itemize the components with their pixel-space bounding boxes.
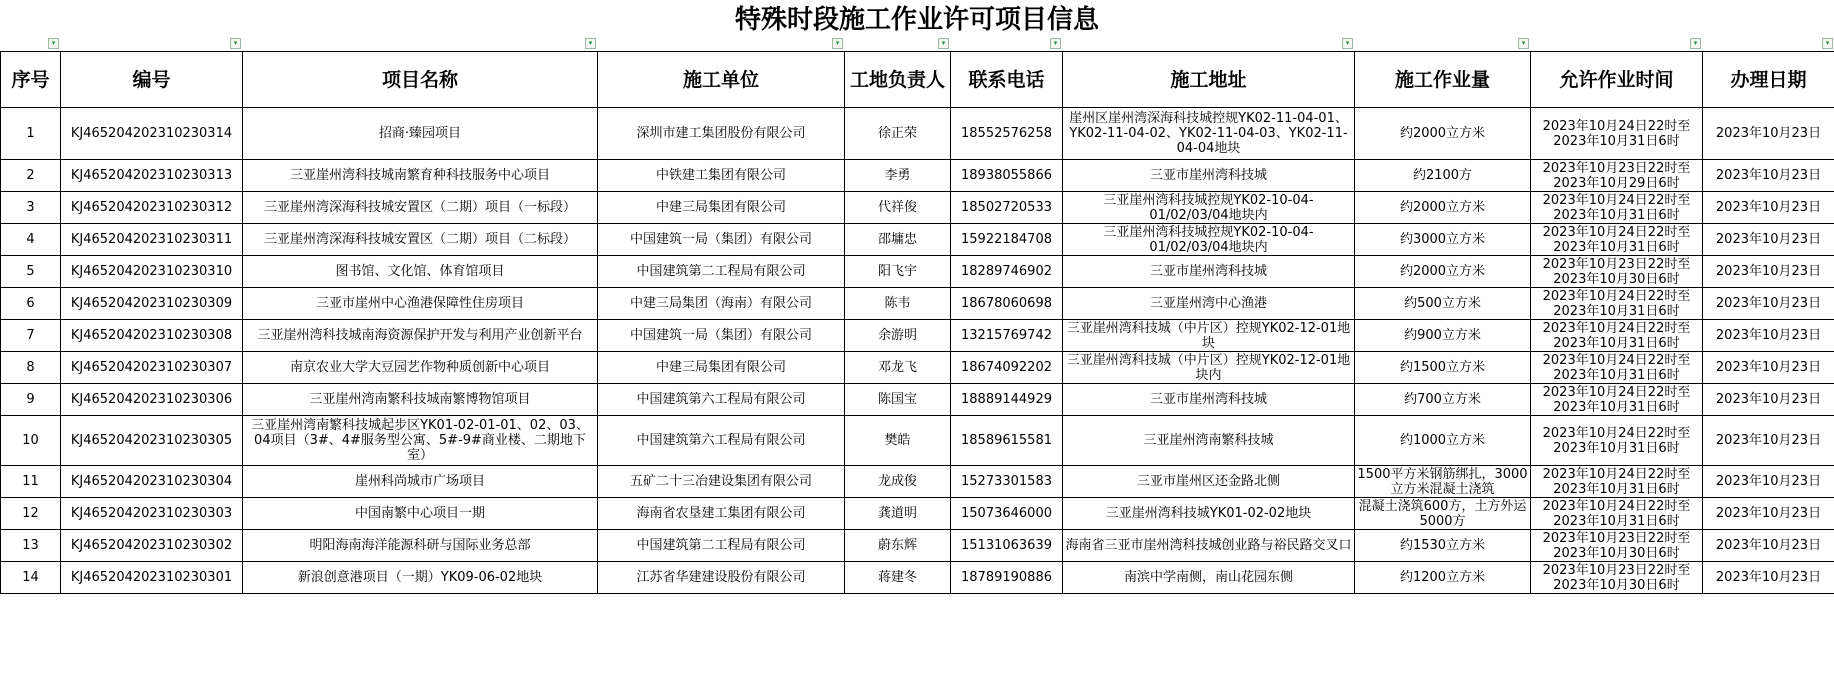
cell-contractor[interactable]: 海南省农垦建工集团有限公司 [598, 498, 845, 530]
cell-allowed-time[interactable]: 2023年10月24日22时至2023年10月31日6时 [1531, 288, 1703, 320]
table-row [1, 320, 1834, 352]
cell-project-name[interactable]: 三亚崖州湾深海科技城安置区（二期）项目（二标段） [243, 224, 598, 256]
cell-phone[interactable]: 18289746902 [951, 256, 1063, 288]
cell-site-manager[interactable]: 余游明 [845, 320, 951, 352]
cell-project-name[interactable]: 南京农业大学大豆园艺作物种质创新中心项目 [243, 352, 598, 384]
cell-allowed-time[interactable]: 2023年10月23日22时至2023年10月30日6时 [1531, 530, 1703, 562]
filter-dropdown-icon[interactable]: ▾ [1518, 38, 1529, 49]
cell-contractor[interactable]: 中国建筑一局（集团）有限公司 [598, 224, 845, 256]
cell-workload[interactable]: 约500立方米 [1355, 288, 1531, 320]
cell-project-name[interactable]: 三亚崖州湾科技城南海资源保护开发与利用产业创新平台 [243, 320, 598, 352]
column-header-contractor: 施工单位 [598, 52, 845, 108]
filter-dropdown-icon[interactable]: ▾ [585, 38, 596, 49]
cell-code[interactable]: KJ465204202310230302 [61, 530, 243, 562]
cell-project-name[interactable]: 崖州科尚城市广场项目 [243, 466, 598, 498]
cell-allowed-time[interactable]: 2023年10月23日22时至2023年10月30日6时 [1531, 562, 1703, 594]
cell-allowed-time[interactable]: 2023年10月24日22时至2023年10月31日6时 [1531, 320, 1703, 352]
cell-project-name[interactable]: 三亚崖州湾科技城南繁育种科技服务中心项目 [243, 160, 598, 192]
cell-workload[interactable]: 约1000立方米 [1355, 416, 1531, 466]
cell-address[interactable]: 三亚市崖州湾科技城 [1063, 384, 1355, 416]
cell-phone[interactable]: 18789190886 [951, 562, 1063, 594]
cell-seq[interactable]: 9 [1, 384, 61, 416]
cell-project-name[interactable]: 中国南繁中心项目一期 [243, 498, 598, 530]
cell-contractor[interactable]: 中国建筑第六工程局有限公司 [598, 384, 845, 416]
cell-site-manager[interactable]: 樊皓 [845, 416, 951, 466]
cell-site-manager[interactable]: 李勇 [845, 160, 951, 192]
cell-site-manager[interactable]: 龚道明 [845, 498, 951, 530]
cell-handling-date[interactable]: 2023年10月23日 [1703, 160, 1834, 192]
cell-code[interactable]: KJ465204202310230308 [61, 320, 243, 352]
cell-code[interactable]: KJ465204202310230312 [61, 192, 243, 224]
cell-workload[interactable]: 混凝土浇筑600方，土方外运5000方 [1355, 498, 1531, 530]
filter-dropdown-icon[interactable]: ▾ [48, 38, 59, 49]
table-body [1, 108, 1834, 594]
cell-site-manager[interactable]: 邓龙飞 [845, 352, 951, 384]
cell-handling-date[interactable]: 2023年10月23日 [1703, 498, 1834, 530]
cell-handling-date[interactable]: 2023年10月23日 [1703, 530, 1834, 562]
cell-workload[interactable]: 约2000立方米 [1355, 108, 1531, 160]
cell-contractor[interactable]: 中国建筑第二工程局有限公司 [598, 530, 845, 562]
cell-code[interactable]: KJ465204202310230310 [61, 256, 243, 288]
table-row [1, 160, 1834, 192]
autofilter-row [0, 38, 1834, 51]
cell-address[interactable]: 三亚崖州湾中心渔港 [1063, 288, 1355, 320]
cell-contractor[interactable]: 五矿二十三冶建设集团有限公司 [598, 466, 845, 498]
cell-code[interactable]: KJ465204202310230314 [61, 108, 243, 160]
cell-code[interactable]: KJ465204202310230304 [61, 466, 243, 498]
column-header-project-name: 项目名称 [243, 52, 598, 108]
table-row [1, 562, 1834, 594]
cell-handling-date[interactable]: 2023年10月23日 [1703, 384, 1834, 416]
cell-contractor[interactable]: 中国建筑一局（集团）有限公司 [598, 320, 845, 352]
cell-seq[interactable]: 14 [1, 562, 61, 594]
cell-contractor[interactable]: 江苏省华建建设股份有限公司 [598, 562, 845, 594]
filter-dropdown-icon[interactable]: ▾ [230, 38, 241, 49]
cell-project-name[interactable]: 三亚崖州湾南繁科技城南繁博物馆项目 [243, 384, 598, 416]
column-header-allowed-time: 允许作业时间 [1531, 52, 1703, 108]
cell-allowed-time[interactable]: 2023年10月24日22时至2023年10月31日6时 [1531, 224, 1703, 256]
cell-allowed-time[interactable]: 2023年10月24日22时至2023年10月31日6时 [1531, 466, 1703, 498]
cell-address[interactable]: 三亚市崖州区还金路北侧 [1063, 466, 1355, 498]
cell-site-manager[interactable]: 龙成俊 [845, 466, 951, 498]
cell-workload[interactable]: 约2000立方米 [1355, 256, 1531, 288]
cell-phone[interactable]: 15131063639 [951, 530, 1063, 562]
cell-address[interactable]: 三亚崖州湾科技城YK01-02-02地块 [1063, 498, 1355, 530]
cell-site-manager[interactable]: 陈国宝 [845, 384, 951, 416]
cell-allowed-time[interactable]: 2023年10月24日22时至2023年10月31日6时 [1531, 498, 1703, 530]
cell-allowed-time[interactable]: 2023年10月24日22时至2023年10月31日6时 [1531, 108, 1703, 160]
cell-project-name[interactable]: 招商·臻园项目 [243, 108, 598, 160]
table-row [1, 530, 1834, 562]
filter-dropdown-icon[interactable]: ▾ [938, 38, 949, 49]
cell-code[interactable]: KJ465204202310230303 [61, 498, 243, 530]
column-header-workload: 施工作业量 [1355, 52, 1531, 108]
column-header-site-manager: 工地负责人 [845, 52, 951, 108]
cell-seq[interactable]: 10 [1, 416, 61, 466]
cell-seq[interactable]: 13 [1, 530, 61, 562]
cell-seq[interactable]: 5 [1, 256, 61, 288]
cell-handling-date[interactable]: 2023年10月23日 [1703, 320, 1834, 352]
cell-handling-date[interactable]: 2023年10月23日 [1703, 224, 1834, 256]
column-header-seq: 序号 [1, 52, 61, 108]
cell-address[interactable]: 三亚崖州湾科技城（中片区）控规YK02-12-01地块 [1063, 320, 1355, 352]
cell-address[interactable]: 三亚崖州湾科技城（中片区）控规YK02-12-01地块内 [1063, 352, 1355, 384]
cell-seq[interactable]: 4 [1, 224, 61, 256]
cell-site-manager[interactable]: 代祥俊 [845, 192, 951, 224]
table-row [1, 416, 1834, 466]
cell-seq[interactable]: 8 [1, 352, 61, 384]
filter-dropdown-icon[interactable]: ▾ [1050, 38, 1061, 49]
cell-phone[interactable]: 15273301583 [951, 466, 1063, 498]
table-row [1, 108, 1834, 160]
cell-seq[interactable]: 11 [1, 466, 61, 498]
cell-seq[interactable]: 2 [1, 160, 61, 192]
sheet-title: 特殊时段施工作业许可项目信息 [734, 5, 1099, 35]
cell-contractor[interactable]: 中国建筑第六工程局有限公司 [598, 416, 845, 466]
cell-address[interactable]: 海南省三亚市崖州湾科技城创业路与裕民路交叉口 [1063, 530, 1355, 562]
cell-code[interactable]: KJ465204202310230309 [61, 288, 243, 320]
filter-dropdown-icon[interactable]: ▾ [1822, 38, 1833, 49]
cell-workload[interactable]: 约1530立方米 [1355, 530, 1531, 562]
cell-seq[interactable]: 6 [1, 288, 61, 320]
table-row [1, 224, 1834, 256]
cell-allowed-time[interactable]: 2023年10月23日22时至2023年10月30日6时 [1531, 256, 1703, 288]
cell-workload[interactable]: 约1500立方米 [1355, 352, 1531, 384]
cell-code[interactable]: KJ465204202310230307 [61, 352, 243, 384]
cell-allowed-time[interactable]: 2023年10月24日22时至2023年10月31日6时 [1531, 352, 1703, 384]
table-row [1, 192, 1834, 224]
filter-dropdown-icon[interactable]: ▾ [1690, 38, 1701, 49]
cell-project-name[interactable]: 三亚崖州湾深海科技城安置区（二期）项目（一标段） [243, 192, 598, 224]
cell-address[interactable]: 南滨中学南侧，南山花园东侧 [1063, 562, 1355, 594]
cell-project-name[interactable]: 明阳海南海洋能源科研与国际业务总部 [243, 530, 598, 562]
cell-phone[interactable]: 18678060698 [951, 288, 1063, 320]
cell-phone[interactable]: 15922184708 [951, 224, 1063, 256]
table-row [1, 384, 1834, 416]
cell-address[interactable]: 三亚崖州湾科技城控规YK02-10-04-01/02/03/04地块内 [1063, 192, 1355, 224]
filter-dropdown-icon[interactable]: ▾ [832, 38, 843, 49]
cell-handling-date[interactable]: 2023年10月23日 [1703, 562, 1834, 594]
cell-seq[interactable]: 7 [1, 320, 61, 352]
cell-phone[interactable]: 18938055866 [951, 160, 1063, 192]
cell-project-name[interactable]: 三亚崖州湾南繁科技城起步区YK01-02-01-01、02、03、04项目（3#、4#服务型公寓、5#-9#商业楼、二期地下室） [243, 416, 598, 466]
cell-contractor[interactable]: 深圳市建工集团股份有限公司 [598, 108, 845, 160]
filter-dropdown-icon[interactable]: ▾ [1342, 38, 1353, 49]
cell-phone[interactable]: 18502720533 [951, 192, 1063, 224]
cell-workload[interactable]: 约900立方米 [1355, 320, 1531, 352]
cell-code[interactable]: KJ465204202310230313 [61, 160, 243, 192]
column-header-handling-date: 办理日期 [1703, 52, 1834, 108]
cell-workload[interactable]: 约3000立方米 [1355, 224, 1531, 256]
column-header-address: 施工地址 [1063, 52, 1355, 108]
cell-site-manager[interactable]: 蒋建冬 [845, 562, 951, 594]
cell-phone[interactable]: 18674092202 [951, 352, 1063, 384]
cell-contractor[interactable]: 中铁建工集团有限公司 [598, 160, 845, 192]
cell-phone[interactable]: 13215769742 [951, 320, 1063, 352]
cell-address[interactable]: 崖州区崖州湾深海科技城控规YK02-11-04-01、YK02-11-04-02、YK02-11-04-03、YK02-11-04-04地块 [1063, 108, 1355, 160]
cell-handling-date[interactable]: 2023年10月23日 [1703, 256, 1834, 288]
header-row [1, 52, 1834, 108]
cell-seq[interactable]: 3 [1, 192, 61, 224]
cell-handling-date[interactable]: 2023年10月23日 [1703, 416, 1834, 466]
cell-code[interactable]: KJ465204202310230306 [61, 384, 243, 416]
cell-allowed-time[interactable]: 2023年10月23日22时至2023年10月29日6时 [1531, 160, 1703, 192]
cell-allowed-time[interactable]: 2023年10月24日22时至2023年10月31日6时 [1531, 384, 1703, 416]
cell-workload[interactable]: 约2000立方米 [1355, 192, 1531, 224]
cell-workload[interactable]: 1500平方米钢筋绑扎，3000立方米混凝土浇筑 [1355, 466, 1531, 498]
cell-address[interactable]: 三亚崖州湾南繁科技城 [1063, 416, 1355, 466]
cell-seq[interactable]: 12 [1, 498, 61, 530]
cell-handling-date[interactable]: 2023年10月23日 [1703, 466, 1834, 498]
cell-seq[interactable]: 1 [1, 108, 61, 160]
cell-site-manager[interactable]: 陈韦 [845, 288, 951, 320]
cell-allowed-time[interactable]: 2023年10月24日22时至2023年10月31日6时 [1531, 192, 1703, 224]
cell-workload[interactable]: 约1200立方米 [1355, 562, 1531, 594]
cell-code[interactable]: KJ465204202310230301 [61, 562, 243, 594]
table-row [1, 352, 1834, 384]
cell-contractor[interactable]: 中建三局集团有限公司 [598, 192, 845, 224]
cell-site-manager[interactable]: 阳飞宇 [845, 256, 951, 288]
cell-project-name[interactable]: 三亚市崖州中心渔港保障性住房项目 [243, 288, 598, 320]
cell-site-manager[interactable]: 徐正荣 [845, 108, 951, 160]
table-row [1, 288, 1834, 320]
cell-code[interactable]: KJ465204202310230311 [61, 224, 243, 256]
cell-address[interactable]: 三亚市崖州湾科技城 [1063, 160, 1355, 192]
cell-site-manager[interactable]: 邵墉忠 [845, 224, 951, 256]
cell-workload[interactable]: 约2100方 [1355, 160, 1531, 192]
cell-handling-date[interactable]: 2023年10月23日 [1703, 288, 1834, 320]
cell-phone[interactable]: 18589615581 [951, 416, 1063, 466]
cell-phone[interactable]: 15073646000 [951, 498, 1063, 530]
cell-address[interactable]: 三亚崖州湾科技城控规YK02-10-04-01/02/03/04地块内 [1063, 224, 1355, 256]
cell-project-name[interactable]: 新浪创意港项目（一期）YK09-06-02地块 [243, 562, 598, 594]
cell-contractor[interactable]: 中国建筑第二工程局有限公司 [598, 256, 845, 288]
column-header-code: 编号 [61, 52, 243, 108]
cell-code[interactable]: KJ465204202310230305 [61, 416, 243, 466]
cell-site-manager[interactable]: 蔚东辉 [845, 530, 951, 562]
cell-contractor[interactable]: 中建三局集团（海南）有限公司 [598, 288, 845, 320]
data-table [0, 51, 1834, 594]
cell-handling-date[interactable]: 2023年10月23日 [1703, 192, 1834, 224]
cell-handling-date[interactable]: 2023年10月23日 [1703, 108, 1834, 160]
cell-phone[interactable]: 18552576258 [951, 108, 1063, 160]
table-row [1, 466, 1834, 498]
cell-phone[interactable]: 18889144929 [951, 384, 1063, 416]
cell-allowed-time[interactable]: 2023年10月24日22时至2023年10月31日6时 [1531, 416, 1703, 466]
table-row [1, 498, 1834, 530]
column-header-phone: 联系电话 [951, 52, 1063, 108]
cell-contractor[interactable]: 中建三局集团有限公司 [598, 352, 845, 384]
cell-project-name[interactable]: 图书馆、文化馆、体育馆项目 [243, 256, 598, 288]
cell-workload[interactable]: 约700立方米 [1355, 384, 1531, 416]
table-row [1, 256, 1834, 288]
cell-address[interactable]: 三亚市崖州湾科技城 [1063, 256, 1355, 288]
cell-handling-date[interactable]: 2023年10月23日 [1703, 352, 1834, 384]
